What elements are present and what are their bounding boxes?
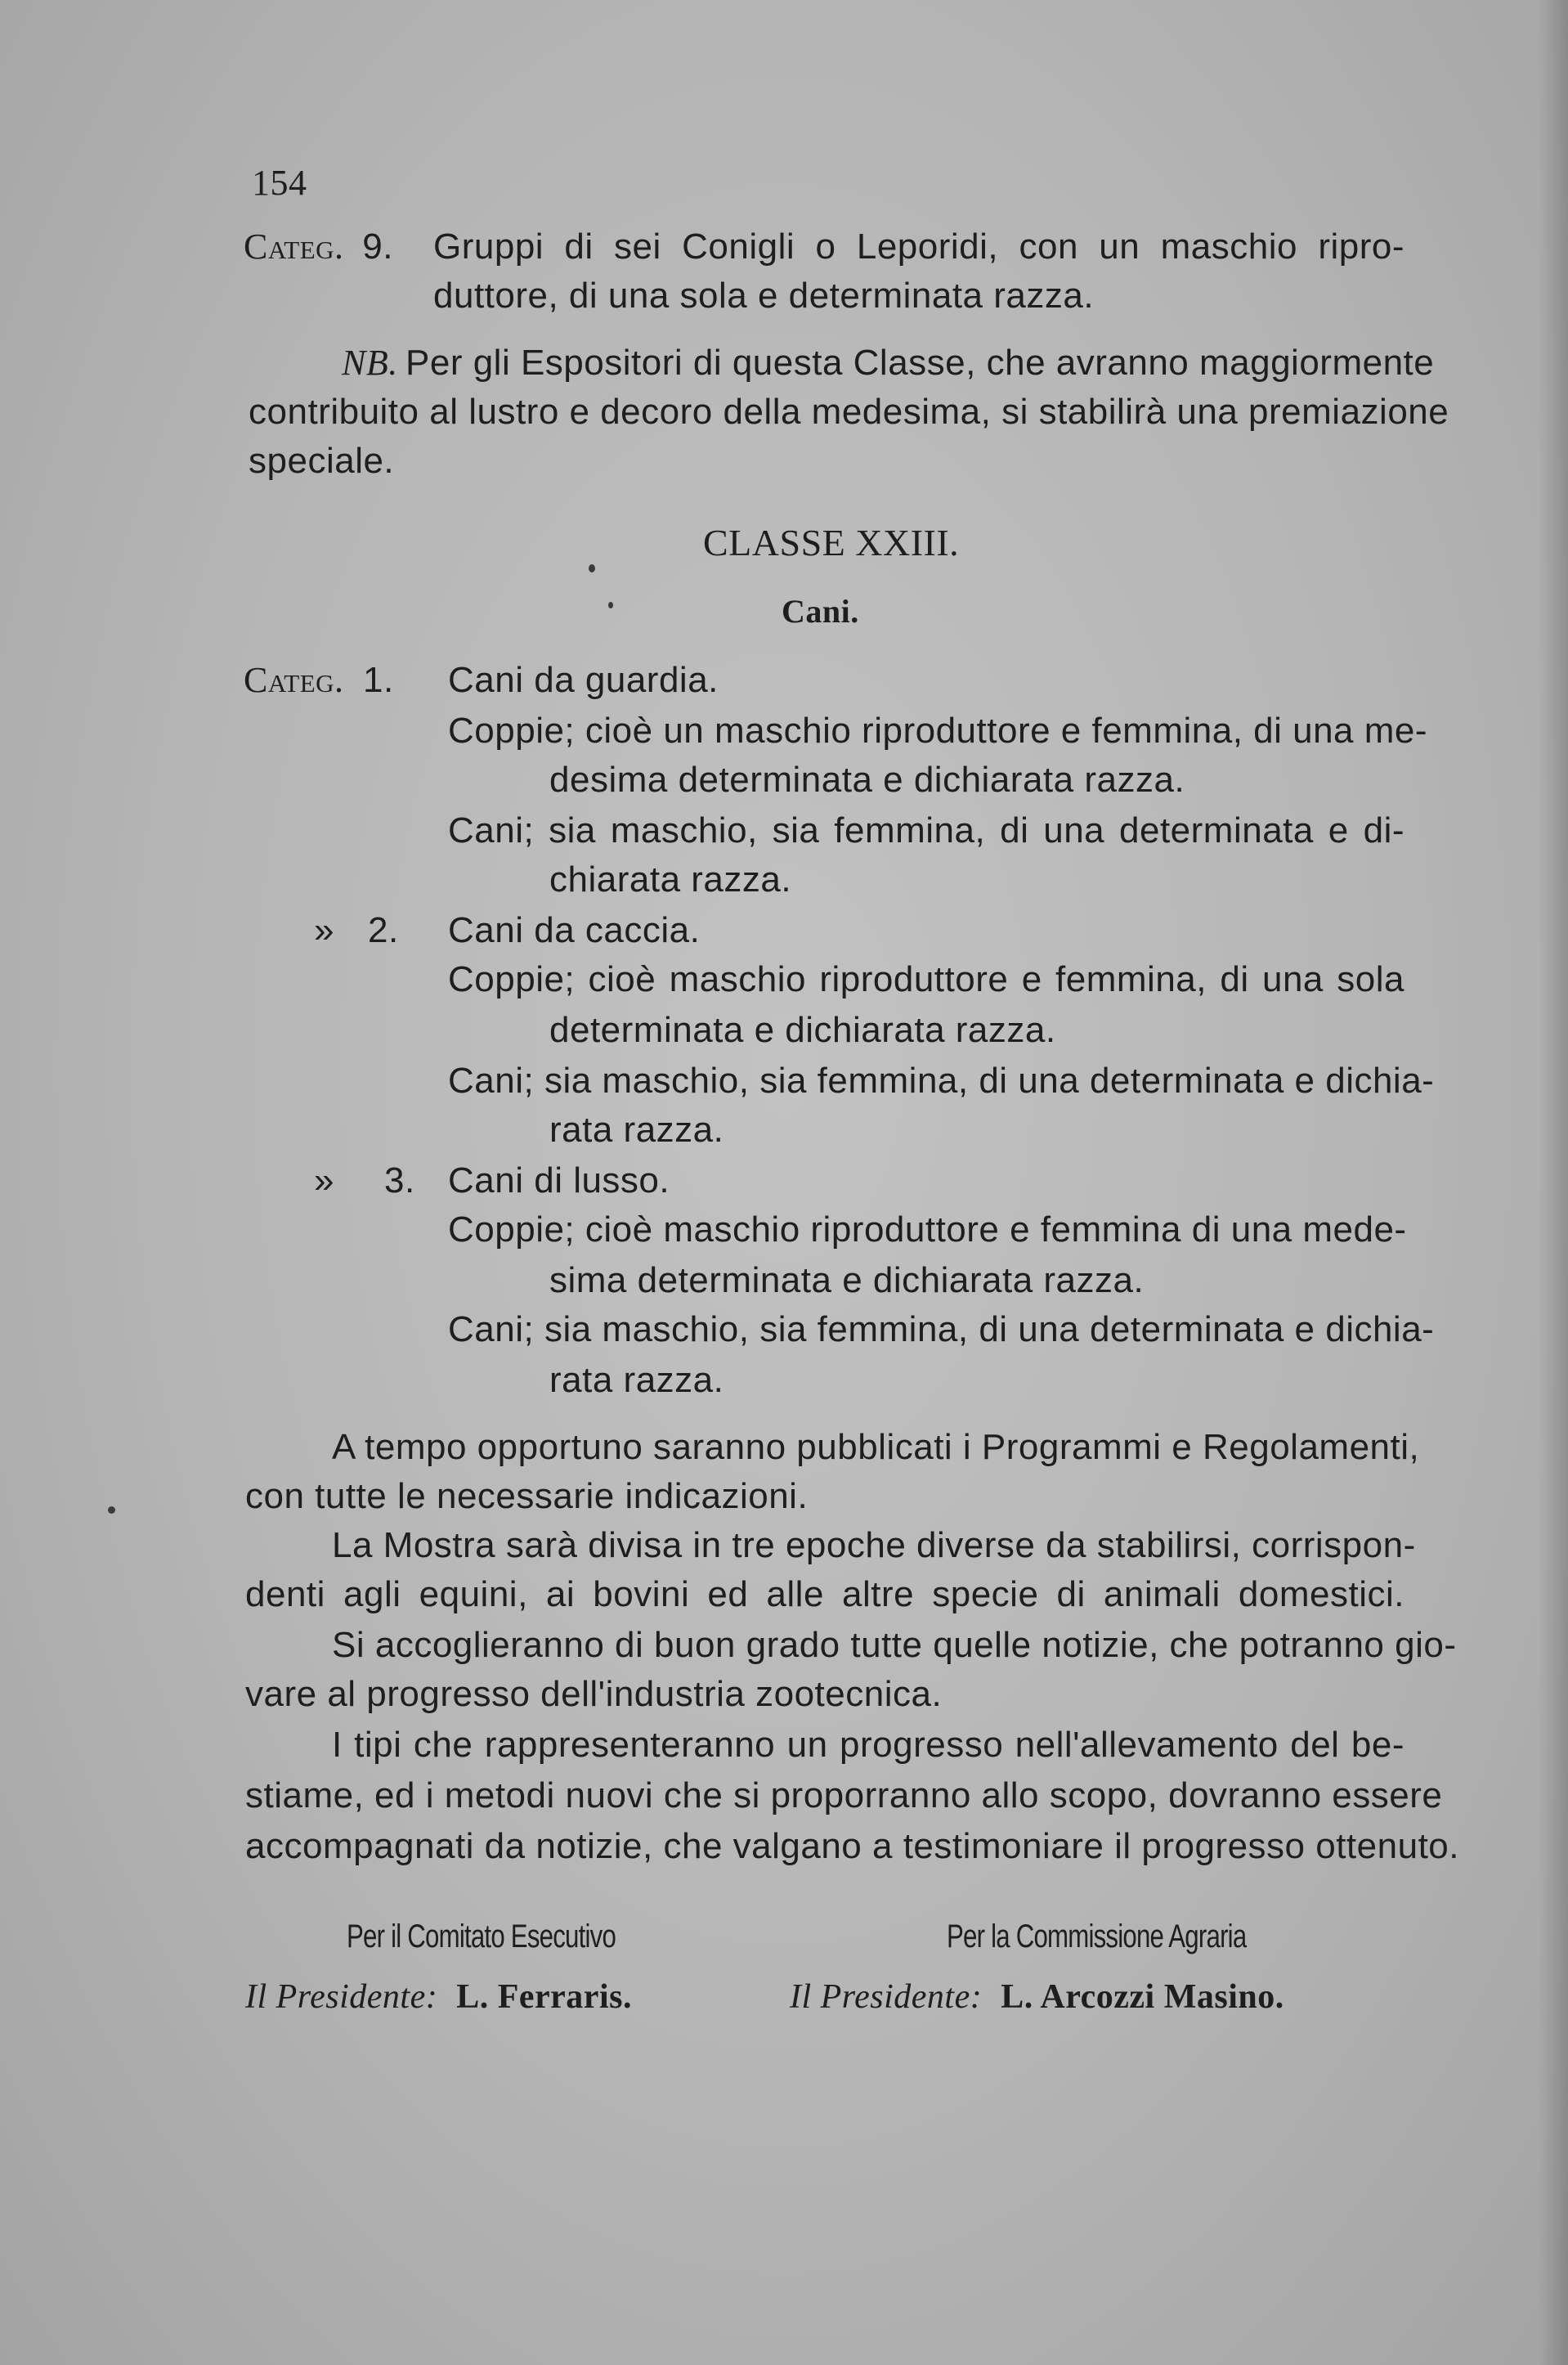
signature-left xyxy=(245,1976,632,2018)
paragraph-4-line-2: stiame, ed i metodi nuovi che si proporranno allo scopo, dovranno essere xyxy=(245,1775,1443,1815)
note-line-3: speciale. xyxy=(249,441,395,481)
signature-left-org: Per il Comitato Esecutivo xyxy=(347,1918,616,1954)
signature-right-org: Per la Commissione Agraria xyxy=(947,1918,1247,1954)
signature-left-name: L. Ferraris. xyxy=(456,1978,632,2016)
paragraph-4-line-1: I tipi che rappresenteranno un progresso nell'allevamento del be- xyxy=(332,1725,1404,1765)
category-1-cani-2: chiarata razza. xyxy=(549,859,792,900)
page-edge-shadow xyxy=(1539,0,1568,2365)
signature-right-name: L. Arcozzi Masino. xyxy=(1001,1978,1284,2016)
category-3-coppie-1: Coppie; cioè maschio riproduttore e femmina di una mede- xyxy=(448,1209,1407,1250)
category-3-cani-1: Cani; sia maschio, sia femmina, di una determinata e dichia- xyxy=(448,1309,1435,1349)
category-1-cani-1: Cani; sia maschio, sia femmina, di una determinata e di- xyxy=(448,810,1404,850)
classe-subtitle: Cani. xyxy=(782,593,859,630)
paragraph-3-line-1: Si accoglieranno di buon grado tutte quelle notizie, che potranno gio- xyxy=(332,1625,1457,1665)
categ-9-label-line xyxy=(244,226,393,268)
note-line-2: contribuito al lustro e decoro della medesima, si stabilirà una premiazione xyxy=(249,392,1449,432)
category-2-title: Cani da caccia. xyxy=(448,910,701,950)
signature-right xyxy=(790,1976,1284,2018)
category-3-title: Cani di lusso. xyxy=(448,1160,670,1200)
category-1-coppie-2: desima determinata e dichiarata razza. xyxy=(549,760,1185,800)
category-3-coppie-2: sima determinata e dichiarata razza. xyxy=(549,1260,1145,1300)
category-1-title: Cani da guardia. xyxy=(448,660,719,700)
category-1-coppie-1: Coppie; cioè un maschio riproduttore e femmina, di una me- xyxy=(448,711,1428,751)
category-2-cani-1: Cani; sia maschio, sia femmina, di una determinata e dichia- xyxy=(448,1061,1435,1101)
category-3-number: 3. xyxy=(384,1160,415,1200)
classe-title: CLASSE XXIII. xyxy=(703,522,960,563)
category-1-number: 1. xyxy=(363,660,394,700)
category-3-prefix: » xyxy=(314,1160,334,1200)
page-number: 154 xyxy=(252,163,307,203)
category-2-prefix: » xyxy=(314,910,334,950)
categ-label: Categ. xyxy=(244,227,344,267)
note-line-1: Per gli Espositori di questa Classe, che avranno maggiormente xyxy=(405,343,1435,383)
paragraph-1-line-1: A tempo opportuno saranno pubblicati i Programmi e Regolamenti, xyxy=(332,1427,1420,1467)
category-3-cani-2: rata razza. xyxy=(549,1360,724,1400)
scan-speck xyxy=(589,564,595,572)
paragraph-4-line-3: accompagnati da notizie, che valgano a testimoniare il progresso ottenuto. xyxy=(245,1826,1459,1866)
category-2-number: 2. xyxy=(368,910,399,950)
categ-9-line-1: Gruppi di sei Conigli o Leporidi, con un maschio ripro- xyxy=(433,227,1404,267)
category-2-coppie-1: Coppie; cioè maschio riproduttore e femmina, di una sola xyxy=(448,959,1404,999)
categ-label: Categ. xyxy=(244,660,344,700)
paragraph-3-line-2: vare al progresso dell'industria zootecnica. xyxy=(245,1674,943,1714)
category-1-prefix xyxy=(244,659,344,702)
paragraph-1-line-2: con tutte le necessarie indicazioni. xyxy=(245,1476,809,1516)
note-label: NB. xyxy=(342,343,398,383)
paragraph-2-line-2: denti agli equini, ai bovini ed alle altre specie di animali domestici. xyxy=(245,1574,1404,1614)
category-2-coppie-2: determinata e dichiarata razza. xyxy=(549,1010,1056,1050)
paragraph-2-line-1: La Mostra sarà divisa in tre epoche diverse da stabilirsi, corrispon- xyxy=(332,1525,1416,1565)
scan-speck xyxy=(108,1506,115,1514)
categ-number: 9. xyxy=(362,227,393,267)
signature-right-role: Il Presidente: xyxy=(790,1978,983,2016)
signature-left-role: Il Presidente: xyxy=(245,1978,438,2016)
scan-speck xyxy=(608,602,613,608)
categ-9-line-2: duttore, di una sola e determinata razza. xyxy=(433,276,1095,316)
category-2-cani-2: rata razza. xyxy=(549,1110,724,1150)
